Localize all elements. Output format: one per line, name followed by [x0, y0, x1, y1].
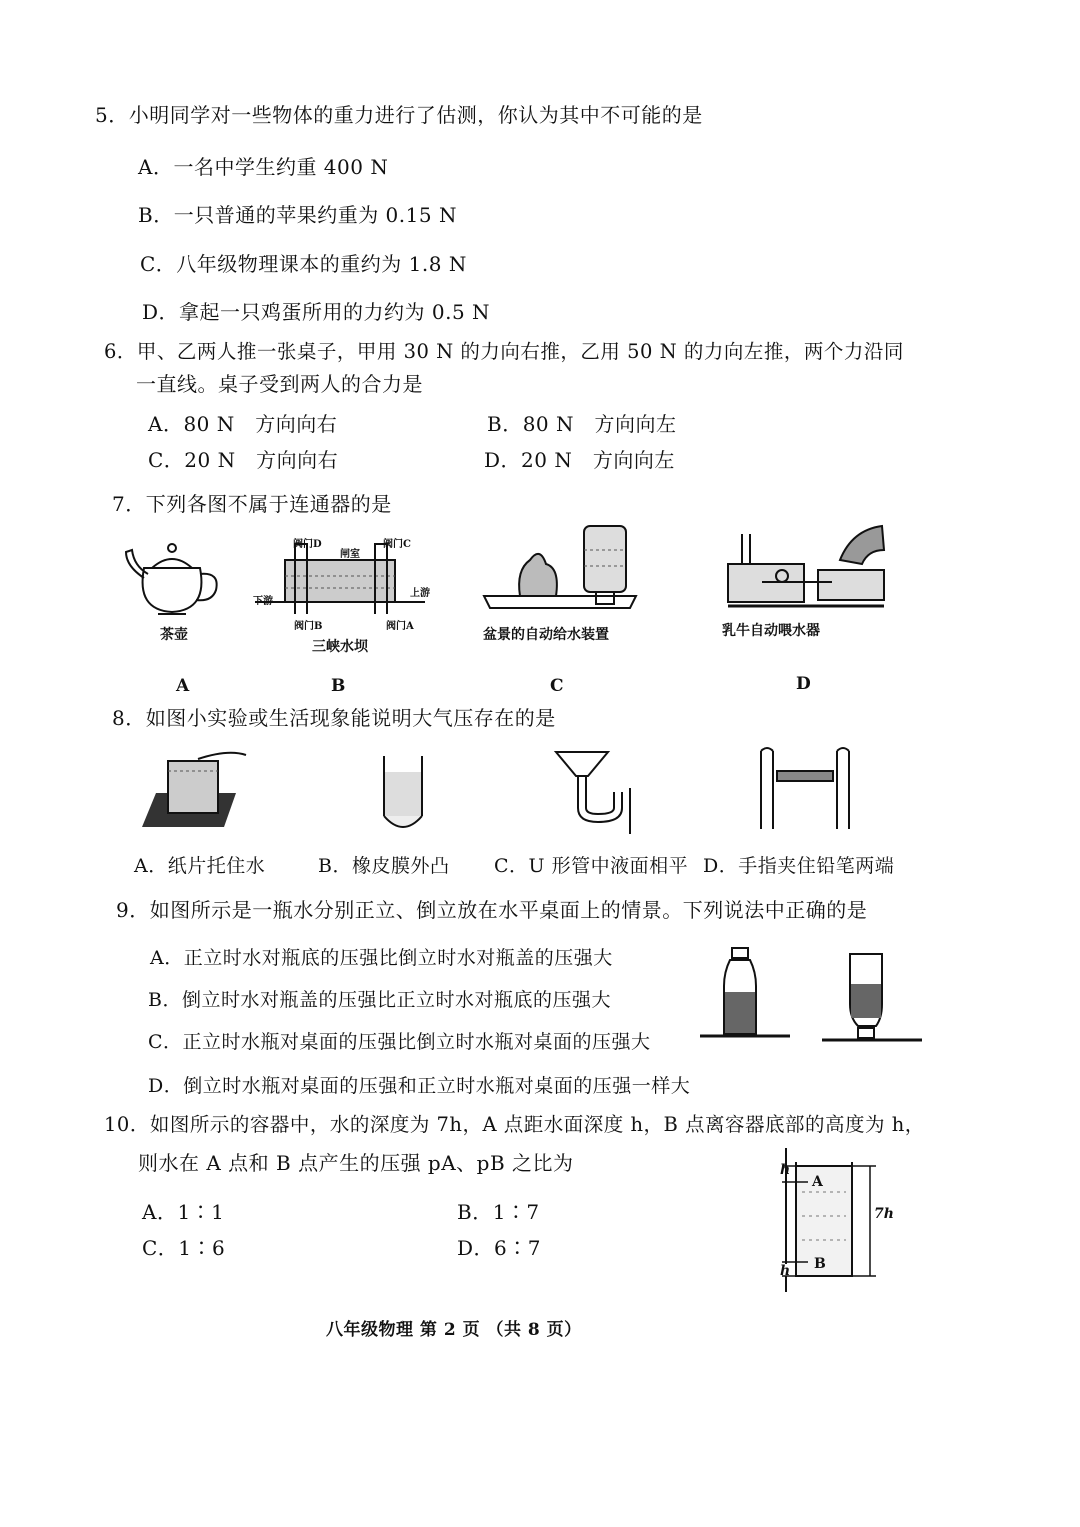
q9-option-a: A．正立时水对瓶底的压强比倒立时水对瓶盖的压强大: [150, 947, 613, 969]
q5-option-a: A．一名中学生约重 400 N: [138, 155, 389, 179]
figure-label-b: B: [814, 1256, 826, 1272]
figure-label-h-bottom: h: [780, 1263, 791, 1279]
dam-label-upstream: 上游: [410, 588, 430, 599]
u-tube-figure: [552, 748, 642, 838]
caption-teapot: 茶壶: [160, 627, 188, 643]
dam-label-valve-c: 阀门C: [383, 539, 411, 550]
q5-option-d: D．拿起一只鸡蛋所用的力约为 0.5 N: [142, 300, 491, 324]
q9-stem: 9．如图所示是一瓶水分别正立、倒立放在水平桌面上的情景。下列说法中正确的是: [116, 898, 868, 922]
q10-option-a: A．1∶1: [142, 1200, 225, 1224]
bonsai-figure: [480, 520, 640, 615]
dam-label-lock: 闸室: [340, 549, 360, 560]
q6-option-b: B．80 N 方向向左: [487, 412, 677, 436]
figure-label-a: A: [812, 1174, 823, 1190]
q10-stem-line2: 则水在 A 点和 B 点产生的压强 pA、pB 之比为: [138, 1151, 574, 1175]
caption-cow-waterer: 乳牛自动喂水器: [722, 623, 820, 639]
rubber-membrane-figure: [378, 752, 428, 832]
dam-label-valve-a: 阀门A: [386, 621, 414, 632]
q7-letter-a: A: [176, 676, 190, 696]
q7-letter-b: B: [331, 676, 346, 696]
q6-stem-line2: 一直线。桌子受到两人的合力是: [136, 372, 423, 396]
cow-waterer-figure: [722, 520, 892, 615]
q6-option-a: A．80 N 方向向右: [148, 412, 338, 436]
dam-label-valve-d: 阀门D: [293, 539, 322, 550]
teapot-figure: [122, 530, 232, 620]
q7-stem: 7．下列各图不属于连通器的是: [112, 492, 392, 516]
caption-dam: 三峡水坝: [312, 639, 368, 655]
q5-stem: 5．小明同学对一些物体的重力进行了估测，你认为其中不可能的是: [95, 103, 703, 127]
bottles-figure: [700, 948, 922, 1048]
q8-option-c: C．U 形管中液面相平: [494, 855, 689, 877]
q6-option-c: C．20 N 方向向右: [148, 448, 339, 472]
page-footer: 八年级物理 第 2 页 （共 8 页）: [326, 1320, 582, 1340]
q8-option-a: A．纸片托住水: [134, 855, 266, 877]
pencil-fingers-figure: [755, 745, 855, 830]
q7-letter-d: D: [796, 674, 811, 694]
q9-option-b: B．倒立时水对瓶盖的压强比正立时水对瓶底的压强大: [148, 989, 611, 1011]
q9-option-c: C．正立时水瓶对桌面的压强比倒立时水瓶对桌面的压强大: [148, 1031, 651, 1053]
figure-label-h-top: h: [780, 1162, 791, 1178]
caption-bonsai: 盆景的自动给水装置: [483, 627, 609, 643]
q10-option-d: D．6∶7: [457, 1236, 541, 1260]
q9-option-d: D．倒立时水瓶对桌面的压强和正立时水瓶对桌面的压强一样大: [148, 1075, 691, 1097]
q8-option-b: B．橡皮膜外凸: [318, 855, 450, 877]
q8-stem: 8．如图小实验或生活现象能说明大气压存在的是: [112, 706, 556, 730]
figure-label-7h: 7h: [874, 1206, 894, 1222]
q5-option-c: C．八年级物理课本的重约为 1.8 N: [140, 252, 467, 276]
dam-label-valve-b: 阀门B: [294, 621, 323, 632]
q6-option-d: D．20 N 方向向左: [484, 448, 675, 472]
q10-stem-line1: 10．如图所示的容器中，水的深度为 7h，A 点距水面深度 h，B 点离容器底部的高度为 h，: [104, 1113, 925, 1136]
q8-option-d: D．手指夹住铅笔两端: [703, 855, 895, 877]
q10-option-b: B．1∶7: [457, 1200, 540, 1224]
q5-option-b: B．一只普通的苹果约重为 0.15 N: [138, 203, 457, 227]
q10-option-c: C．1∶6: [142, 1236, 226, 1260]
paper-holds-water-figure: [138, 745, 248, 830]
q6-stem-line1: 6．甲、乙两人推一张桌子，甲用 30 N 的力向右推，乙用 50 N 的力向左推，两个力沿同: [104, 340, 904, 363]
dam-label-downstream: 下游: [253, 596, 273, 607]
q7-letter-c: C: [550, 676, 564, 696]
